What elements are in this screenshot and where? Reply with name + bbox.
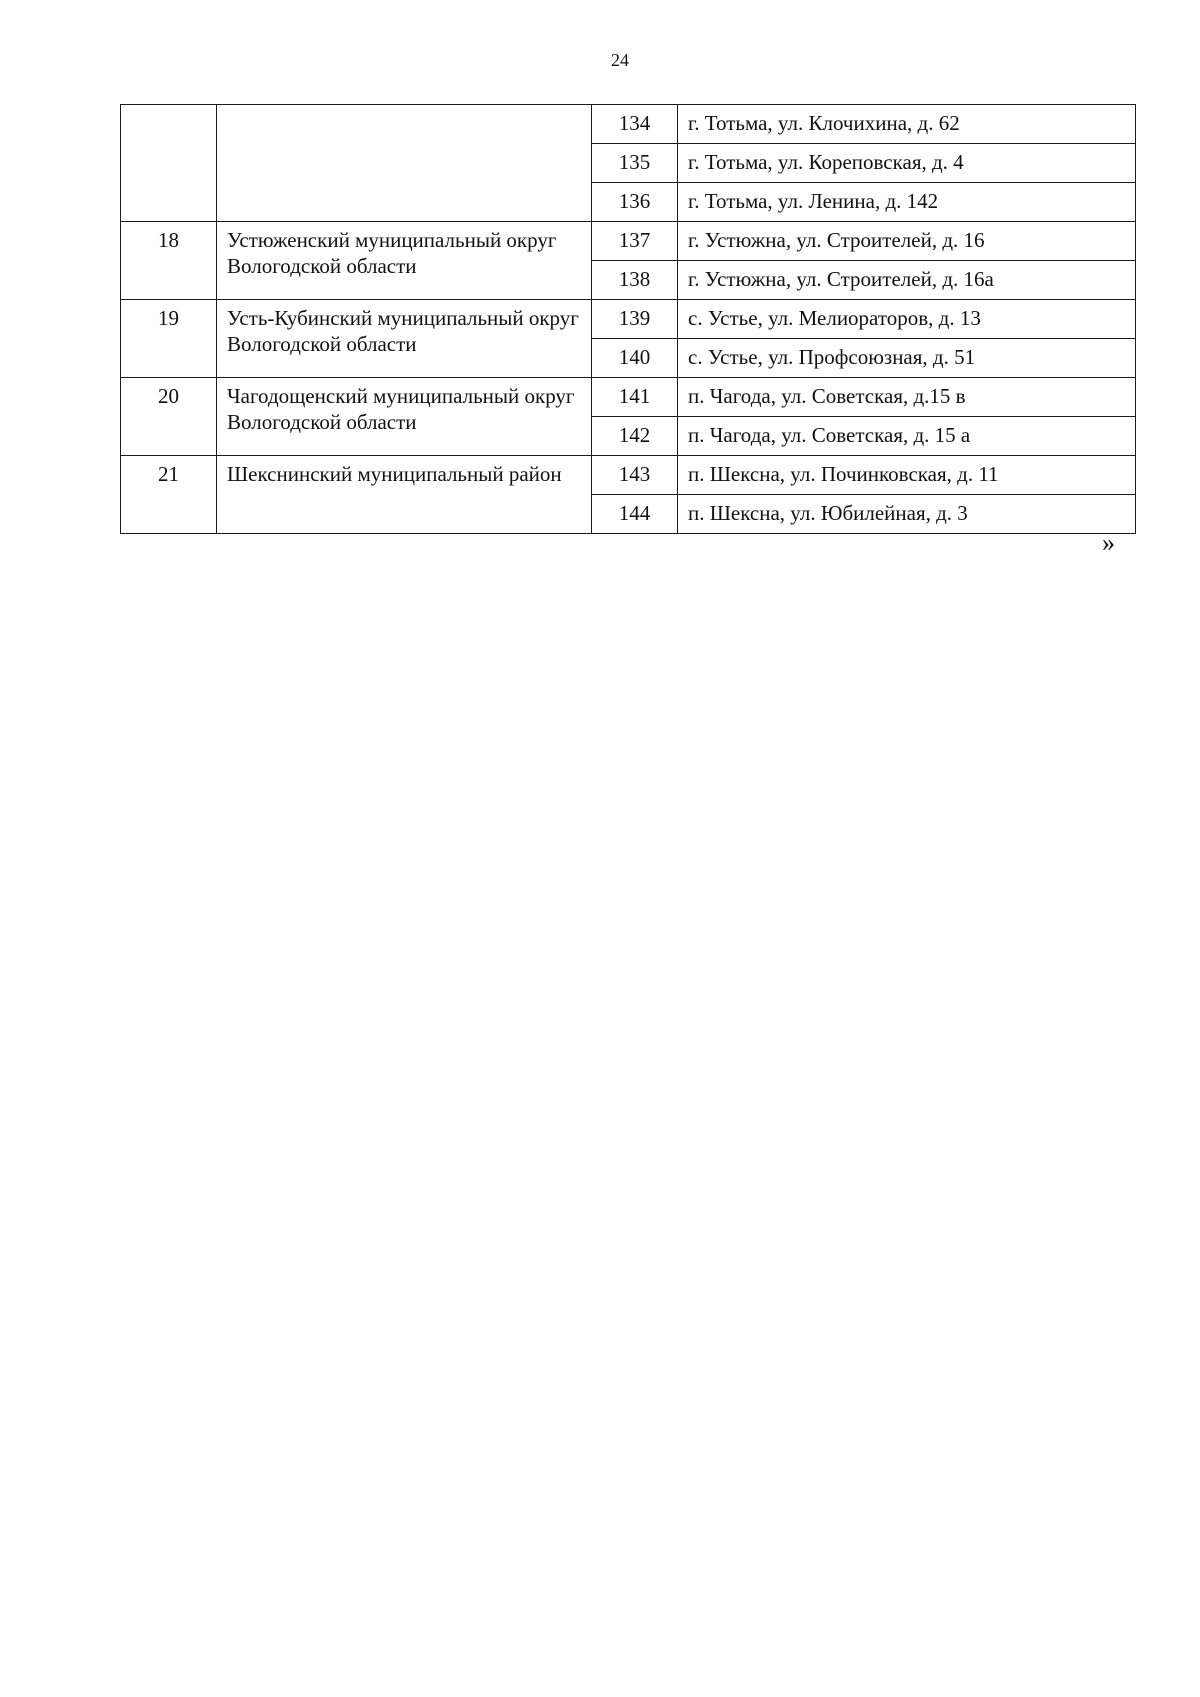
address-text: п. Чагода, ул. Советская, д. 15 а (678, 417, 1136, 456)
row-number (121, 105, 217, 222)
municipality-name: Шекснинский муниципальный район (217, 456, 592, 534)
table-row (121, 378, 1136, 417)
table-row (121, 105, 1136, 144)
closing-quote: » (1102, 528, 1115, 557)
address-table (120, 104, 1136, 534)
address-index: 142 (592, 417, 678, 456)
address-index: 137 (592, 222, 678, 261)
address-text: г. Тотьма, ул. Кореповская, д. 4 (678, 144, 1136, 183)
row-number: 21 (121, 456, 217, 534)
municipality-name: Чагодощенский муниципальный округ Вологодской области (217, 378, 592, 456)
address-text: г. Тотьма, ул. Клочихина, д. 62 (678, 105, 1136, 144)
address-index: 140 (592, 339, 678, 378)
address-index: 134 (592, 105, 678, 144)
address-index: 139 (592, 300, 678, 339)
address-index: 138 (592, 261, 678, 300)
address-index: 141 (592, 378, 678, 417)
address-text: г. Устюжна, ул. Строителей, д. 16а (678, 261, 1136, 300)
row-number: 19 (121, 300, 217, 378)
address-text: г. Устюжна, ул. Строителей, д. 16 (678, 222, 1136, 261)
address-index: 136 (592, 183, 678, 222)
table-row (121, 222, 1136, 261)
municipality-name (217, 105, 592, 222)
page-number: 24 (611, 50, 629, 70)
address-text: п. Шексна, ул. Юбилейная, д. 3 (678, 495, 1136, 534)
address-index: 143 (592, 456, 678, 495)
table-row (121, 456, 1136, 495)
address-text: г. Тотьма, ул. Ленина, д. 142 (678, 183, 1136, 222)
address-text: п. Шексна, ул. Починковская, д. 11 (678, 456, 1136, 495)
table-body (121, 105, 1136, 534)
table-row (121, 300, 1136, 339)
municipality-name: Устюженский муниципальный округ Вологодской области (217, 222, 592, 300)
address-text: п. Чагода, ул. Советская, д.15 в (678, 378, 1136, 417)
address-index: 144 (592, 495, 678, 534)
row-number: 18 (121, 222, 217, 300)
address-text: с. Устье, ул. Профсоюзная, д. 51 (678, 339, 1136, 378)
address-text: с. Устье, ул. Мелиораторов, д. 13 (678, 300, 1136, 339)
row-number: 20 (121, 378, 217, 456)
municipality-name: Усть-Кубинский муниципальный округ Вологодской области (217, 300, 592, 378)
address-index: 135 (592, 144, 678, 183)
